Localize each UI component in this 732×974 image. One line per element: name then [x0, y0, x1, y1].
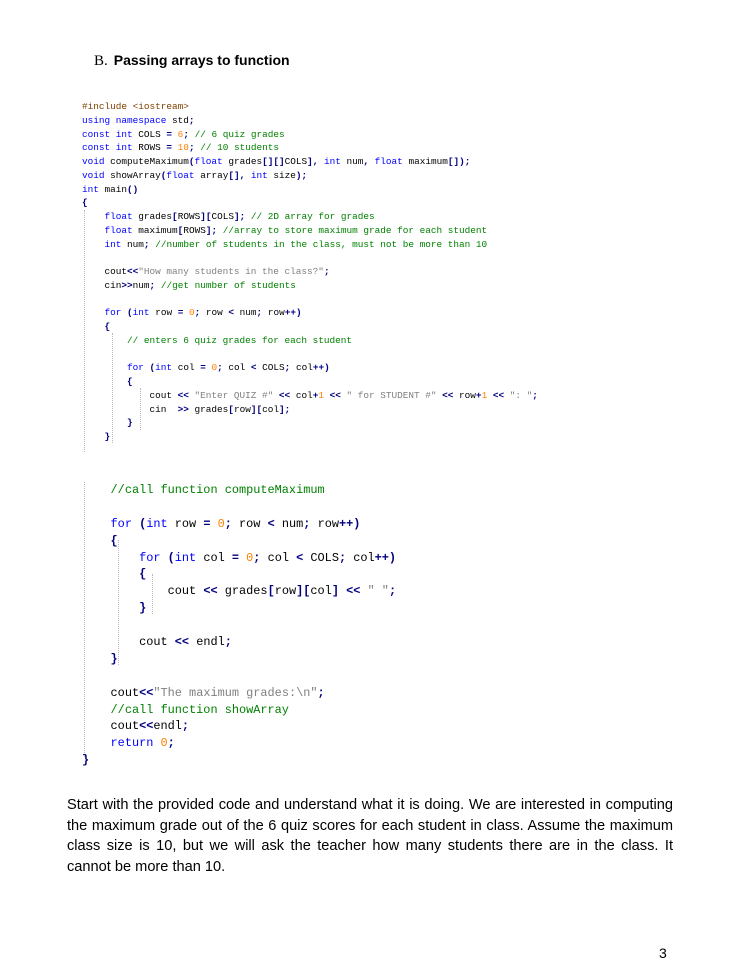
code-token: grades: [138, 211, 173, 222]
code-line: [82, 293, 538, 307]
code-token: ;: [338, 550, 354, 565]
code-line: [82, 183, 538, 197]
section-heading: [94, 52, 290, 70]
code-token: cout: [82, 584, 204, 599]
code-token: row: [274, 584, 297, 599]
code-line: [82, 196, 538, 210]
code-token: //get number of students: [160, 279, 296, 291]
code-token: [82, 225, 105, 236]
code-token: <<: [127, 266, 139, 277]
code-token: 0: [188, 307, 195, 319]
code-token: using namespace: [82, 114, 173, 126]
code-token: cout: [82, 685, 140, 700]
code-line: [82, 238, 538, 252]
code-token: ][: [200, 211, 212, 222]
code-token: main: [104, 183, 128, 195]
code-line: [82, 251, 538, 265]
code-token: col: [267, 550, 297, 565]
code-token: =: [177, 307, 189, 319]
code-token: num: [281, 516, 304, 531]
code-token: float: [104, 211, 139, 222]
code-token: int: [146, 516, 175, 531]
code-token: {: [127, 376, 133, 387]
code-token: endl: [153, 719, 182, 734]
code-token: =: [200, 362, 212, 374]
code-token: [: [172, 211, 178, 222]
code-token: [82, 335, 127, 346]
code-line: [82, 169, 538, 183]
code-token: //array to store maximum grade for each student: [222, 224, 488, 236]
code-token: maximum: [408, 156, 448, 167]
code-token: float: [104, 224, 139, 236]
code-token: ][: [296, 584, 311, 599]
code-line: [82, 128, 538, 142]
code-token: // 2D array for grades: [250, 211, 375, 222]
code-token: "How many students in the class?": [138, 266, 324, 277]
code-token: float: [374, 156, 409, 167]
code-token: [82, 239, 105, 250]
code-token: [: [177, 224, 184, 236]
code-token: ": ": [509, 389, 533, 401]
code-token: col: [310, 584, 332, 599]
code-token: std: [172, 114, 189, 126]
code-token: void: [82, 169, 111, 181]
code-token: 1: [318, 389, 330, 401]
code-line: [82, 718, 396, 735]
code-token: const int: [82, 142, 139, 154]
code-token: <<: [139, 719, 154, 734]
code-line: [82, 583, 396, 600]
code-token: return: [110, 736, 161, 751]
code-token: for: [110, 516, 140, 531]
code-token: ;: [188, 142, 201, 154]
code-token: ;: [388, 584, 397, 599]
code-token: [82, 517, 111, 531]
code-token: [82, 431, 105, 442]
code-token: ;: [224, 635, 232, 650]
code-line: [82, 100, 538, 114]
code-token: 1: [481, 389, 493, 401]
code-token: grades: [224, 584, 268, 599]
code-token: [82, 376, 127, 387]
code-token: col: [228, 362, 251, 374]
code-token: <<: [442, 389, 460, 401]
code-line: [82, 617, 396, 634]
code-token: "Enter QUIZ #": [194, 389, 279, 401]
code-token: for: [139, 550, 168, 565]
code-token: ;: [323, 266, 330, 277]
code-token: grades: [228, 156, 263, 167]
code-token: <<: [329, 389, 347, 401]
code-token: int: [155, 362, 178, 374]
code-token: void: [82, 156, 111, 167]
code-token: "The maximum grades:\n": [153, 685, 318, 700]
code-token: [][]: [262, 156, 285, 167]
code-token: size: [273, 169, 296, 181]
code-token: (: [188, 156, 195, 167]
code-line: [82, 265, 538, 279]
code-token: (: [127, 307, 133, 319]
code-line: [82, 566, 396, 583]
code-token: ;: [143, 238, 156, 250]
code-token: }: [139, 601, 147, 616]
code-line: [82, 416, 538, 430]
code-token: ];: [233, 211, 251, 222]
code-token: num: [127, 238, 144, 250]
section-title: Passing arrays to function: [113, 52, 290, 68]
code-token: ++): [374, 550, 397, 565]
code-token: ;: [217, 362, 229, 374]
page-number: 3: [659, 945, 667, 961]
code-block-output-loop: [82, 482, 396, 769]
code-token: ;: [284, 362, 296, 374]
code-line: [82, 141, 538, 155]
code-token: int: [104, 238, 128, 250]
code-token: maximum: [138, 224, 178, 236]
code-token: int: [250, 169, 274, 181]
code-token: (: [139, 516, 147, 531]
code-token: int: [132, 307, 156, 319]
code-token: // 6 quiz grades: [194, 128, 285, 140]
code-line: [82, 320, 538, 334]
code-token: <<: [174, 635, 197, 650]
code-token: for: [127, 362, 150, 374]
code-line: [82, 685, 396, 702]
code-token: COLS: [310, 550, 339, 565]
code-token: cout: [82, 719, 140, 734]
code-token: [82, 551, 139, 565]
code-token: <<: [177, 389, 195, 401]
code-token: const int: [82, 128, 139, 140]
code-token: }: [82, 753, 90, 768]
code-token: num: [239, 307, 257, 319]
code-token: ROWS: [177, 211, 201, 222]
code-token: row: [174, 516, 204, 531]
code-token: float: [194, 156, 229, 167]
code-token: ;: [224, 516, 240, 531]
code-token: col: [203, 550, 232, 565]
code-token: row: [205, 307, 229, 319]
code-token: ;: [167, 736, 175, 751]
code-token: 0: [217, 516, 225, 531]
code-token: <<: [492, 389, 510, 401]
code-token: //number of students in the class, must not be more than 10: [155, 238, 488, 250]
code-token: num: [132, 279, 150, 291]
code-token: {: [104, 321, 111, 332]
code-line: [82, 348, 538, 362]
code-token: col: [262, 403, 279, 415]
code-token: COLS: [211, 211, 234, 222]
code-line: [82, 306, 538, 320]
code-token: showArray: [110, 169, 161, 181]
code-token: ++): [284, 307, 302, 319]
code-token: }: [110, 651, 118, 666]
code-line: [82, 361, 538, 375]
code-token: }: [104, 431, 111, 442]
code-token: #include <iostream>: [82, 101, 189, 112]
code-token: [82, 601, 139, 615]
code-line: [82, 634, 396, 651]
code-token: ;: [532, 389, 538, 401]
code-token: col: [177, 362, 201, 374]
code-line: [82, 533, 396, 550]
code-line: [82, 155, 538, 169]
code-token: 10: [177, 142, 189, 154]
code-line: [82, 752, 396, 769]
code-token: [: [267, 584, 275, 599]
code-token: ;: [253, 550, 268, 565]
code-token: int: [82, 183, 105, 195]
code-token: col: [295, 362, 313, 374]
code-token: computeMaximum: [110, 156, 189, 167]
code-token: <<: [139, 685, 154, 700]
code-token: [82, 211, 105, 222]
code-token: =: [231, 550, 247, 565]
code-token: ;: [303, 516, 318, 531]
code-line: [82, 735, 396, 752]
code-token: [82, 483, 111, 497]
code-line: [82, 430, 538, 444]
code-token: ];: [205, 224, 223, 236]
code-token: ;: [256, 307, 268, 319]
code-token: ROWS: [183, 224, 206, 236]
code-line: [82, 114, 538, 128]
code-token: );: [295, 169, 308, 181]
code-token: }: [127, 417, 133, 429]
code-token: ++): [312, 362, 330, 374]
code-token: 0: [160, 736, 168, 751]
code-token: +: [475, 389, 482, 401]
code-token: [82, 652, 111, 666]
code-token: [82, 736, 111, 750]
code-token: ];: [278, 403, 291, 415]
code-token: ][: [250, 403, 263, 415]
code-token: ++): [338, 516, 361, 531]
code-token: <: [267, 516, 282, 531]
code-token: (): [127, 183, 139, 195]
code-token: <<: [203, 584, 225, 599]
code-token: ;: [194, 307, 206, 319]
code-line: [82, 702, 396, 719]
code-token: (: [167, 550, 175, 565]
code-block-main-setup: [82, 100, 538, 444]
code-token: // enters 6 quiz grades for each student: [127, 334, 353, 346]
code-line: [82, 499, 396, 516]
code-token: col: [295, 389, 313, 401]
code-token: int: [324, 156, 347, 167]
code-token: row: [459, 389, 476, 401]
code-token: =: [166, 128, 178, 140]
code-token: endl: [196, 635, 225, 650]
code-token: [82, 362, 127, 373]
code-token: row: [239, 516, 268, 531]
code-token: grades: [194, 403, 229, 415]
code-token: >>: [177, 403, 195, 415]
code-line: [82, 375, 538, 389]
code-token: row: [155, 307, 178, 319]
code-token: [],: [228, 169, 251, 181]
code-token: >>: [121, 279, 133, 291]
code-token: =: [203, 516, 218, 531]
code-token: " ": [367, 584, 389, 599]
code-token: ,: [363, 156, 375, 167]
code-token: COLS: [284, 156, 308, 167]
code-token: ;: [149, 279, 161, 291]
code-token: [82, 534, 111, 548]
code-token: [82, 307, 105, 318]
code-token: cout: [82, 266, 128, 277]
code-token: array: [200, 169, 229, 181]
code-token: cout: [82, 389, 178, 401]
code-token: row: [317, 516, 339, 531]
code-token: <: [250, 362, 263, 374]
code-token: +: [312, 389, 319, 401]
code-line: [82, 516, 396, 533]
code-line: [82, 279, 538, 293]
code-token: [82, 321, 105, 332]
code-token: {: [82, 197, 88, 209]
code-token: for: [104, 307, 128, 319]
code-token: <<: [278, 389, 296, 401]
code-token: {: [110, 533, 118, 548]
code-token: 0: [246, 550, 254, 565]
code-token: ;: [181, 719, 190, 734]
code-token: cin: [82, 279, 122, 291]
code-token: []);: [447, 156, 471, 167]
code-token: <: [296, 550, 311, 565]
code-token: ;: [183, 128, 195, 140]
code-token: // 10 students: [200, 142, 279, 154]
code-token: " for STUDENT #": [346, 389, 443, 401]
code-line: [82, 668, 396, 685]
code-token: 6: [177, 128, 184, 140]
code-line: [82, 600, 396, 617]
code-token: ],: [307, 156, 324, 167]
code-line: [82, 224, 538, 238]
code-line: [82, 334, 538, 348]
code-token: cout: [82, 635, 175, 650]
code-token: =: [166, 142, 178, 154]
code-token: col: [353, 550, 375, 565]
code-token: ;: [188, 114, 195, 126]
code-line: [82, 651, 396, 668]
code-token: (: [149, 362, 156, 374]
code-token: [82, 703, 111, 717]
code-token: 0: [211, 362, 218, 374]
code-line: [82, 403, 538, 417]
code-token: row: [233, 403, 251, 415]
code-token: //call function showArray: [110, 702, 289, 717]
code-token: <: [228, 307, 240, 319]
code-token: row: [267, 307, 285, 319]
code-token: ROWS: [138, 142, 167, 154]
code-token: {: [139, 567, 147, 582]
code-line: [82, 482, 396, 499]
code-line: [82, 389, 538, 403]
code-token: num: [346, 156, 364, 167]
code-line: [82, 210, 538, 224]
instructions-paragraph: Start with the provided code and understand what it is doing. We are interested in computing the maximum grade out of the 6 quiz scores for each student in class. Assume the maximum class size is 10, but we will ask the teacher how many students there are in the class. It cannot be more than 10.: [67, 797, 673, 875]
code-token: [82, 417, 127, 428]
code-token: [82, 567, 139, 581]
code-token: cin: [82, 403, 178, 415]
code-token: float: [166, 169, 201, 181]
code-line: [82, 550, 396, 567]
code-token: COLS: [262, 362, 285, 374]
code-token: int: [174, 550, 204, 565]
section-letter: B.: [94, 53, 108, 69]
code-token: [: [228, 403, 234, 415]
code-token: ] <<: [331, 584, 368, 599]
code-token: (: [160, 169, 167, 181]
code-token: ;: [317, 685, 325, 700]
code-token: //call function computeMaximum: [110, 483, 325, 497]
code-token: COLS: [138, 128, 167, 140]
